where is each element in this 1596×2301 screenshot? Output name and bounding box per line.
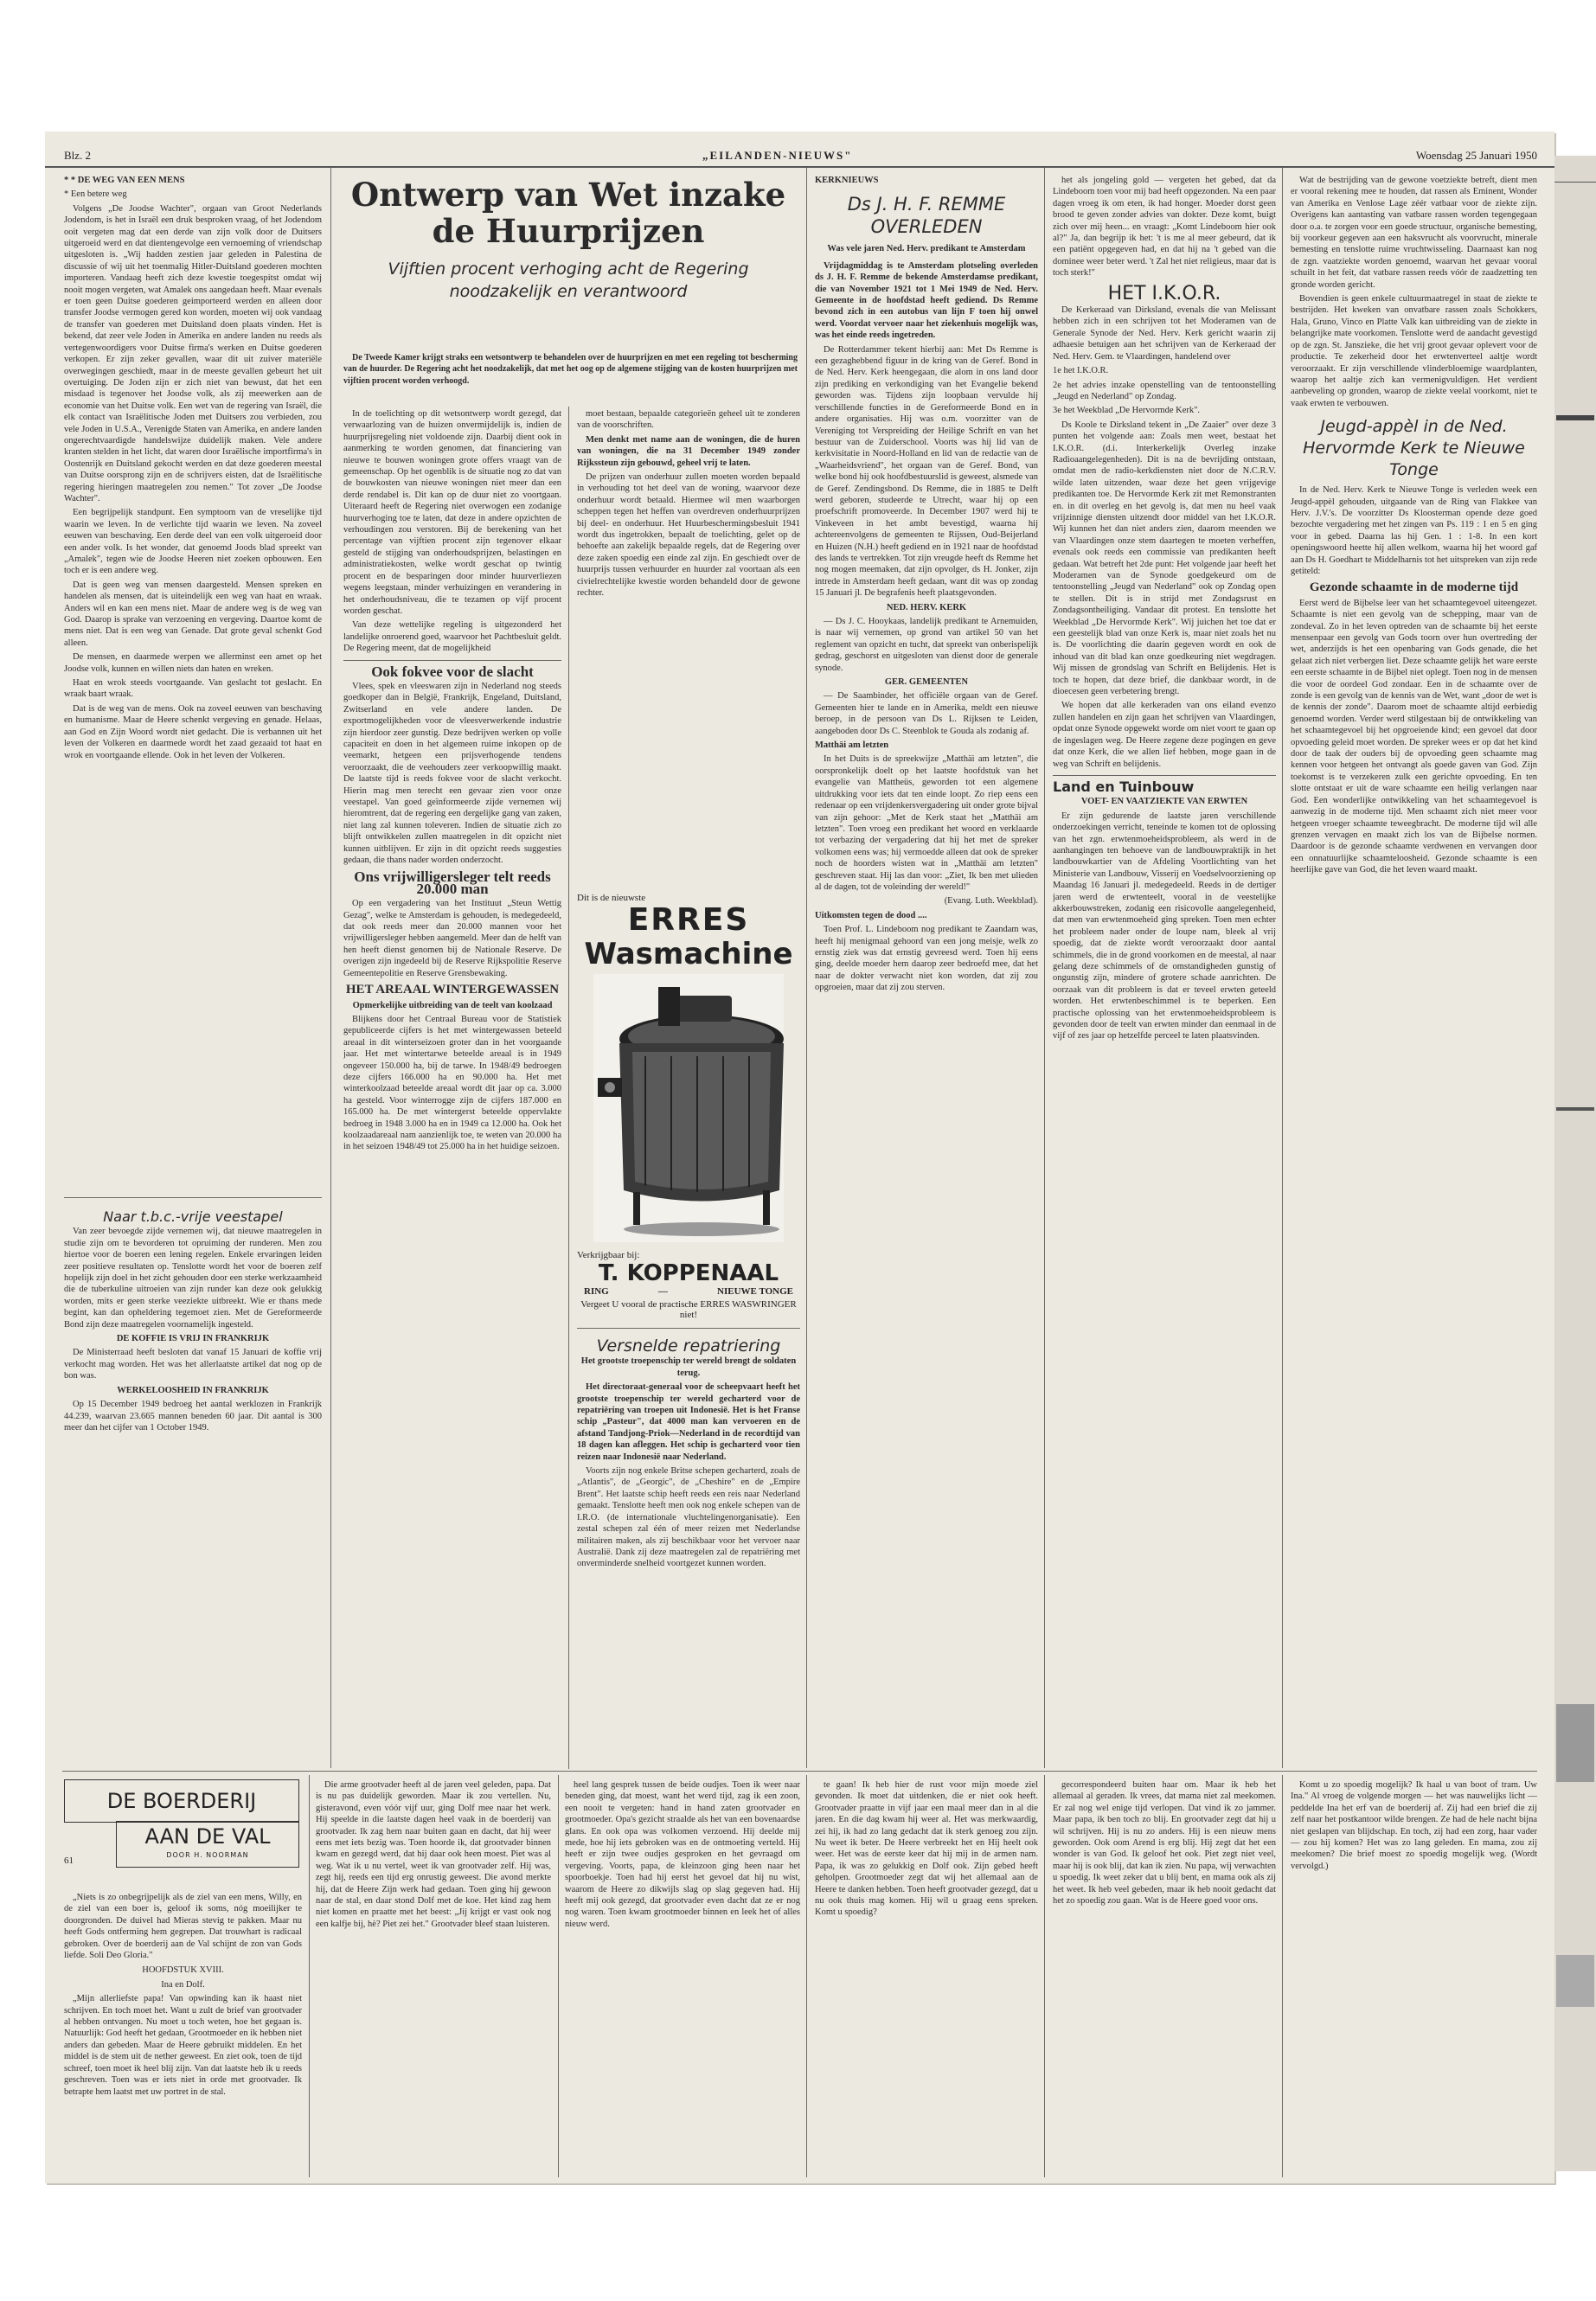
article-paragraph: Ds Koole te Dirksland tekent in „De Zaaier" over deze 3 punten het volgende aan: Zoals men weet, bestaat het I.K.O.R. (d.i. Interkerkelijk Overleg inzake Radioaangelegenheden). Dit is na de bevrijding ontstaan, omdat men de radio-kerkdiensten niet door de N.C.R.V. wilde laten uitzenden, waar deze het geen vrijgevige predikanten toe. De Hervormde Kerk zit met Remonstranten en. in dit overleg en het gevolg is, dat men nu heel vaak vrijzinnige diensten uitzendt door middel van het I.K.O.R. Wij kunnen het dan niet anders zien, daarom meenden we van Vlaardingen onze stem daartegen te moeten verheffen, evenals ook reeds een commissie van predikanten heeft gedaan. Wat betreft het 2de punt: Het volgende jaar heeft het Moderamen van de Synode goedgekeurd om de tentoonstelling „Jeugd van Nederland" ook op Zondag open te stellen. Dit is in strijd met Zondagsrust en Zondagsontheiliging. Vandaar dit protest. En tenslotte het Weekblad „De Hervormde Kerk". Wij juichen het toe dat er een geestelijk blad van onze Kerk is, maar niet zoals het nu is. De voorlichting die daarin gegeven wordt en ook de inhoud van dit blad kan onze goedkeuring niet wegdragen. Wij missen de grondslag van Schrift en Belijdenis. Het is toch te hopen, dat deze brief, die dankbaar wordt, in de dioecesen geen verbetering brengt. (1053, 420, 1276, 697)
article-heading: * * DE WEG VAN EEN MENS (64, 176, 185, 185)
feuilleton-title: DE BOERDERIJ (64, 1779, 299, 1823)
list-item: 2e het advies inzake openstelling van de tentoonstelling „Jeugd en Nederland" op Zondag. (1053, 380, 1276, 401)
column-weg-van-een-mens (64, 175, 322, 1239)
ad-sold-by: Verkrijgbaar bij: (577, 1250, 640, 1260)
article-paragraph: te gaan! Ik heb hier de rust voor mijn moede ziel gevonden. Ik moet dat uitdenken, die er niet ook heeft. Grootvader praatte in vijf jaar een maal meer dan in al die jaren. En die dag kwam hij weer al. Het was merkwaardig, zei hij, ik had zo lang gedacht dat ik sterk genoeg zou zijn. Nu weet ik beter. De Heere verbreekt het en Hij heelt ook weer. Het was de eerste keer dat hij mij in de armen nam. Papa, ik was zo gelukkig en Dolf ook. Zijn gebed heeft geholpen. Grootmoeder zegt dat wij het allemaal aan de Heere te danken hebben. Toen heeft grootvader gezegd, dat u nu ook thuis mag komen. Hij wil u graag eens spreken. Komt u spoedig? (815, 1780, 1038, 1918)
feuilleton-title-box (64, 1779, 302, 1888)
article-paragraph: De mensen, en daarmede werpen we allerminst een amet op het Joodse volk, kunnen en willen niets dan haten en wreken. (64, 652, 322, 674)
chapter-heading: HOOFDSTUK XVIII. (142, 1965, 224, 1976)
washing-machine-illustration (585, 974, 792, 1242)
ad-brand: ERRES (627, 902, 750, 938)
chapter-subheading: Ina en Dolf. (161, 1979, 205, 1990)
article-paragraph: Een begrijpelijk standpunt. Een symptoom van de vreselijke tijd waarin we leven. In de verlichte tijd waarin we leven. Na zoveel eeuwen van beschaving. Een derde deel van een volk uitgeroeid door een ander volk. Is het wonder, dat genoemd Joods blad spreekt van „Amalek", tegen wie de Joodse Heeren niet zoeken opbouwen. Een toch er is een andere weg. (64, 508, 322, 576)
lead-paragraph: De Tweede Kamer krijgt straks een wetsontwerp te behandelen over de huurprijzen en met een regeling tot bescherming van de huurder. De Regering acht het noodzakelijk, dat met het oog op de algemene stijging van de kosten huurprijzen met vijftien procent worden verhoogd. (343, 353, 798, 386)
article-paragraph: moet bestaan, bepaalde categorieën geheel uit te zonderen van de voorschriften. (577, 409, 800, 431)
article-paragraph: In de toelichting op dit wetsontwerp wordt gezegd, dat verwaarlozing van de huizen onvermijdelijk is, indien de huurprijsregeling niet voldoende zijn. Daarbij dient ook in aanmerking te worden genomen, dat financiering van nieuwe te bouwen woningen grote offers vraagt van de gemeenschap. Op het ogenblik is de situatie nog zo dat van de bouwkosten van nieuwe woningen niet meer dan een derde rendabel is. Dit kan op de duur niet zo voortgaan. Uiteraard heeft de Regering niet overwogen een zodanige huurverhoging toe te laten, dat deze in andere opzichten de verhoudingen zou verstoren. Bij de berekening van het percentage van vijftien procent zijn tegenover elkaar gesteld de stijging van onderhoudsprijzen, belastingen en administratiekosten, welke wordt geschat op twintig procent en de besparingen door minder huurverliezen wegens leegstaan, minder verhuizingen en verandering in het onderhoudsniveau, die te tezamen op vijf procent worden geschat. (343, 409, 561, 616)
article-paragraph: Op een vergadering van het Instituut „Steun Wettig Gezag", welke te Amsterdam is gehouden, is medegedeeld, dat ook reeds meer dan 20.000 mannen voor het vrijwilligersleger hebben aangemeld. Meer dan de helft van hen heeft dienst genomen bij de Nationale Reserve. De overigen zijn ingedeeld bij de Reserve Rijkspolitie Reserve Gemeentepolitie en Reserve Grensbewaking. (343, 899, 561, 978)
article-heading: DE KOFFIE IS VRIJ IN FRANKRIJK (116, 1334, 270, 1344)
column-ikor-landbouw (1053, 175, 1276, 1766)
feuilleton-col-6 (1291, 1779, 1537, 2177)
subheadline-line-2: noodzakelijk en verantwoord (449, 282, 688, 301)
article-source: (Evang. Luth. Weekblad). (944, 896, 1038, 907)
article-paragraph: Komt u zo spoedig mogelijk? Ik haal u van boot of tram. Uw Ina." Al vroeg de volgende morgen — het was nauwelijks licht — peddelde Ina het erf van de boerderij af. Zij had een brief die zij zelf naar het postkantoor wilde brengen. Ze had de hele nacht bijna niet geslapen van blijdschap. En toch, zij had een zorg, haar vader — zou hij komen? Het was zo lang geleden. En mama, zou zij meekomen? Die brief moest zo spoedig mogelijk weg. (Wordt vervolgd.) (1291, 1780, 1537, 1871)
lead-paragraph: Vrijdagmiddag is te Amsterdam plotseling overleden ds J. H. F. Remme de bekende Amsterdamse predikant, die van November 1921 tot 1 Mei 1949 de Ned. Herv. Gemeente in de hoofdstad heeft gediend. Ds Remme bevond zich in een autobus van lijn F toen hij onwel werd. Voordat vervoer naar het ziekenhuis mogelijk was, was het einde reeds ingetreden. (815, 260, 1038, 341)
article-paragraph: De Ministerraad heeft besloten dat vanaf 15 Januari de koffie vrij verkocht mag worden. Het was het allerlaatste artikel dat nog op de bon was. (64, 1348, 322, 1381)
article-paragraph: Voorts zijn nog enkele Britse schepen gecharterd, zoals de „Atlantis", de „Georgic", de „Cheshire" en de „Empire Brent". Het laatste schip heeft reeds een reis naar Nederland gemaakt. Tenslotte heeft men ook nog enkele schepen van de I.R.O. (de internationale vluchtelingenorganisatie). Een zestal schepen zal één of meer reizen met Nederlandse militairen maken, als zij beschikbaar voor het vervoer naar Australië. Dank zij deze maatregelen zal de repatriëring met onverminderde snelheid voortgezet kunnen worden. (577, 1466, 800, 1569)
article-paragraph: Blijkens door het Centraal Bureau voor de Statistiek gepubliceerde cijfers is het met wintergewassen beteeld areaal in dit winterseizoen groter dan in het voorgaande jaar. Het met wintertarwe beteelde areaal is in 1949 ongeveer 150.000 ha, bij de tarwe. In 1948/49 bedroegen deze cijfers 166.000 ha en 90.000 ha. Het met winterkoolzaad beteelde areaal wordt dit jaar op ca. 3.000 ha gesteld. Voor winterrogge zijn de cijfers 187.000 en 165.000 ha. De met wintergerst beteelde oppervlakte bedroeg in 1948 3.000 ha en in 1949 ca 12.000 ha. Ook het koolzaadareaal nam aanzienlijk toe, te weten van 20.000 ha in het seizoen 1948/49 tot 25.000 ha in het huidige seizoen. (343, 1014, 561, 1152)
section-heading: KERKNIEUWS (815, 176, 879, 185)
masthead (45, 131, 1554, 168)
article-paragraph: Wat de bestrijding van de gewone voetziekte betreft, dient men er vooral rekening mee te houden, dat rassen als Eminent, Wonder van Amerika en Venlose Lage zéér vatbaar voor de ziekte zijn. Overigens kan aantasting van vatbare rassen worden tegengegaan door o.a. te zorgen voor een goede structuur, organische bemesting, bij voorkeur gegeven aan een haksvrucht als voorvrucht, minerale bemesting en tenslotte ruime vruchtwisseling. Daarnaast kan nog de zgn. vaatziekte worden genoemd, waarvan het gevaar vooral schuilt in het feit, dat vatbare rassen reeds vóór de zaadzetting ten gronde worden gericht. (1291, 176, 1537, 290)
article-paragraph: De Rotterdammer tekent hierbij aan: Met Ds Remme is een gezaghebbend figuur in de kring van de Geref. Bond in de Ned. Herv. Kerk heengegaan, die alom in ons land door zijn prediking en verkondiging van het Evangelie bekend geworden was. Tijdens zijn loopbaan vervulde hij verschillende functies in de Gereformeerde Bond en in andere organisaties. Hij was o.m. voorzitter van de Vereniging tot Verspreiding der Heilige Schrift en van het bestuur van de Zuiderschool. Voorts was hij lid van de kerkvisitatie in Noord-Holland en lid van de redactie van de „Waarheidsvriend", het orgaan van de Geref. Bond, van welke bond hij ook hoofdbestuurslid is geweest, alsmede van de Geref. Zendingsbond. Ds Remme, die in 1885 te Delft werd geboren, studeerde te Utrecht, waar hij op een proefschrift promoveerde. In December 1907 werd hij te Vinkeveen in het ambt bevestigd, waarna hij achtereenvolgens de gemeenten te Rijssen, Oud-Beijerland en Huizen (N.H.) heeft gediend en in 1921 naar de hoofdstad des lands te vertrekken. Tot zijn vreugde heeft ds Remme het nog mogen meemaken, dat zijn opvolger, ds H. Jonker, zijn intrede in Amsterdam heeft gedaan, want dit was op zondag 15 Januari jl. De begrafenis heeft plaatsgevonden. (815, 344, 1038, 599)
feuilleton-col-3 (565, 1779, 800, 2177)
article-paragraph: „Niets is zo onbegrijpelijk als de ziel van een mens, Willy, en de ziel van een boer is, geloof ik soms, nóg moeilijker te doorgronden. De duivel had Mieras stevig te pakken. Maar nu heeft Gods ontferming hem gegrepen. Dat trouwhart is radicaal gebroken. Over de boerderij aan de Val schijnt de zon van Gods liefde. Soli Deo Gloria." (64, 1893, 302, 1961)
feuilleton-col-1 (64, 1892, 302, 2177)
article-paragraph: Die arme grootvader heeft al de jaren veel geleden, papa. Dat is nu pas duidelijk geworden. Maar ik zou vertellen. Nu, gisteravond, even vóór vijf uur, ging Dolf mee naar het werk. Hij speelde in die laatste dagen heel vaak in de boerderij van grootvader. Ik zag hem naar buiten gaan en dacht, dat hij weer eens met iets bezig was. Toen hoorde ik, dat grootvader binnen kwam en gezegd werd, dat hij daar ook heen moest. Piet was al weg. Wat ik u nu vertel, weet ik van grootvader zelf. Hij was, zegt hij, reeds een tijd erg onrustig geweest. Die avond merkte hij, dat de Heere Zijn werk had gedaan. Toen ging hij gewoon naar de stal, en daar stond Dolf met de koe. Het kind zag hem niet komen en praatte met het beest: „Jij krijgt er vast ook nog een kalfje bij, hè? Piet zei het." Grootvader bleef staan luisteren. (316, 1780, 551, 1929)
article-subheading: Opmerkelijke uitbreiding van de teelt van koolzaad (352, 1000, 553, 1010)
section-heading: Land en Tuinbouw (1053, 778, 1195, 795)
ad-address-dash: — (657, 1286, 668, 1297)
section-subheading: GER. GEMEENTEN (884, 677, 969, 688)
article-paragraph: Dat is geen weg van mensen daargesteld. Mensen spreken en handelen als mensen, dat is uiteindelijk een weg van haat en wraak. Anders wil en kan een mens niet. Maar de andere weg is de weg van God. Daarop is sprake van verzoening en vergeving. Daartoe komt de mens niet. Dat is een weg van Genade. Dat grote geval schenkt God alleen. (64, 580, 322, 648)
article-heading: Gezonde schaamte in de moderne tijd (1309, 580, 1519, 595)
article-heading: Jeugd-appèl in de Ned. Hervormde Kerk te Nieuwe Tonge (1303, 417, 1525, 480)
article-subheading: Het grootste troepenschip ter wereld brengt de soldaten terug. (580, 1356, 797, 1378)
list-item: 3e het Weekblad „De Hervormde Kerk". (1053, 406, 1201, 416)
ad-shop: T. KOPPENAAL (598, 1260, 779, 1286)
huurprijzen-headline (339, 176, 798, 341)
article-heading: Ons vrijwilligersleger telt reeds 20.000 man (354, 868, 551, 897)
feuilleton-col-5 (1053, 1779, 1276, 2177)
column-jeugd-appel (1291, 175, 1537, 1766)
adjacent-page-edge (1554, 156, 1596, 2171)
article-paragraph: Eerst werd de Bijbelse leer van het schaamtegevoel uiteengezet. Schaamte is niet een gevolg van de schepping, maar van de zondeval. Zo in het leven optreden van de schaamte bij het eerste mensenpaar een gevolg van Gods toorn over hun overtreding der wet, anderzijds is het een openbaring van Gods genade, die het gelaat zich niet verbergen liet. Deze schaamte gelijk het ware eerste een eerste schaamte in de Bijbel niet oplegt. Toen nog in de mensen die voor de oordeel God zondaar. Een in de schaamte over de zonde is een gevolg van de kennis van de Wet, want „door de wet is de kennis der zonde". Daarom moet de schaamte altijd eerbiedig genoemd worden. Verder werd stilgestaan bij de ontwikkeling van het schaamtegevoel bij het opgroeiende kind; een gevoel dat door opvoeding geleid moet worden. De spreker wees er op dat het kind door de taak der ouders bij de opvoeding geen schaamte mag kennen voor hetgeen het ontvangt als goede gaven van God. Zijn toekomst is te verzekeren zulk een gerichte opvoeding. En ten slotte ontstaat er uit de ware schaamte een heilig verlangen naar God. Een wonderlijke ontwikkeling van het schaamtegevoel is aanwezig in de moderne tijd. Men schaamt zich niet meer voor hetgeen vroeger schaamte teweegbracht. De moderne tijd wil alle grenzen vervagen en maakt zich los van de Bijbelse normen. Daardoor is de gezonde schaamte verdwenen en vervangen door een onnatuurlijke schaamteloosheid. Gezonde schaamte is een heerlijke gave van God, die het leven waard maakt. (1291, 598, 1537, 875)
article-paragraph: Vlees, spek en vleeswaren zijn in Nederland nog steeds goedkoper dan in België, Frankrijk, Engeland, Duitsland, Zwitserland en vele andere landen. De exportmogelijkheden voor de vleesverwerkende industrie zijn hierdoor zeer gunstig. Deze bedrijven werken op volle capaciteit en doen in het algemeen ruime inkopen op de veemarkt, hetgeen een prijsverhogende tendens veroorzaakt, die de veehouders zeer verkoopwillig maakt. De laatste tijd is reeds fokvee voor de slacht verkocht. Hierin mag men terecht een gevaar zien voor onze veestapel. Van goed geïnformeerde zijde vernemen wij hieromtrent, dat de regering een dergelijke gang van zaken, niet lang zal kunnen toleveren. Indien de situatie zich zo blijft ontwikkelen zullen maatregelen in dit opzicht niet kunnen uitblijven. Er zijn in dit opzicht reeds suggesties gedaan, die thans nader worden onderzocht. (343, 681, 561, 866)
feuilleton-author: DOOR H. NOORMAN (166, 1851, 249, 1859)
section-subheading: NED. HERV. KERK (886, 602, 967, 612)
newspaper-name: „EILANDEN-NIEUWS" (702, 149, 853, 162)
article-paragraph: — Ds J. C. Hooykaas, landelijk predikant te Arnemuiden, is naar wij vernemen, op grond van artikel 50 van het reglement van opzicht en tucht, dat spreekt van onberispelijk gedrag, geschorst en uitgesloten van dienst door de generale synode. (815, 617, 1038, 673)
article-paragraph: Toen Prof. L. Lindeboom nog predikant te Zaandam was, heeft hij menigmaal gehoord van een jong meisje, welk zo ernstig ziek was dat ernstig gevreesd werd. Toen hij eens ging, deelde moeder hem daarop zeer bedroefd mee, dat het naar de dokter verwacht niet kon worden, dat zij zou opgroeien, maar dat zij zou sterven. (815, 925, 1038, 993)
article-paragraph: We hopen dat alle kerkeraden van ons eiland evenzo zullen handelen en zijn gaan het schrijven van Vlaardingen, opdat onze Synode opgewekt worde om niet voort te gaan op de ingeslagen weg. De Heere zegene deze pogingen en geve dat onze Kerk, die we allen lief hebben, moge gaan in de weg van Schrift en belijdenis. (1053, 701, 1276, 769)
column-huurprijzen (343, 408, 561, 1766)
article-paragraph: Haat en wrok steeds voortgaande. Van geslacht tot geslacht. En wraak baart wraak. (64, 678, 322, 700)
article-paragraph: Bovendien is geen enkele cultuurmaatregel in staat de ziekte te bestrijden. Het kweken van onvatbare rassen zoals Schokkers, Hala, Gruno, Vinco en Platte Valk kan uitbreiding van de ziekte in belangrijke mate voorkomen. Tenslotte werd de aandacht gevestigd op de zgn. St. Janszieke, die het vrij groot gevaar oplevert voor de productie. Te zekerheid door het erwtenverteel aaltje wordt veroorzaakt. Er zijn verschillende vlinderbloemige waardplanten, waarop het aaltje zich kan vermenigvuldigen. Het verdient aanbeveling op gronden, waarop de ziekte veelal voorkomt, niet te vaak erwten te verbouwen. (1291, 294, 1537, 408)
feuilleton-col-2 (316, 1779, 551, 2177)
feuilleton-subtitle: AAN DE VAL (144, 1824, 271, 1849)
article-paragraph: Van zeer bevoegde zijde vernemen wij, dat nieuwe maatregelen in studie zijn om te bevorderen tot opruiming der runderen. Men zou hiertoe voor de boeren een lening regelen. Enkele ervaringen leiden zeer positieve resultaten op. Tenslotte wordt het voor de boeren zelf hopelijk zijn doel in het zicht gehouden door een sterke werkzaamheid die de tuberkuline uitroeien van zijn runder kan deze ook gelukkig worden, mits er geen sterke veeziekte uitbreekt. Wie er thans mede begint, kan dan opheldering tegemoet zien. Met de Gereformeerde Bond zijn deze maatregelen voornamelijk ingesteld. (64, 1227, 322, 1330)
headline-line-2: de Huurprijzen (432, 212, 705, 250)
article-subheading: VOET- EN VAATZIEKTE VAN ERWTEN (1080, 797, 1248, 807)
feuilleton-subtitle-box (116, 1821, 299, 1868)
headline-line-1: Ontwerp van Wet inzake (350, 176, 786, 214)
article-heading: HET AREAAL WINTERGEWASSEN (345, 983, 560, 997)
article-paragraph: Dat is de weg van de mens. Ook na zoveel eeuwen van beschaving en humanisme. Maar de Heere schenkt vergeving en genade. Helaas, aan God en Zijn Woord wordt niet gedacht. Die is verbannen uit het leven der Volkeren en daarmede wordt het zaad gezaaid tot haat en wrok en voortgaande ellende. Ook in het leven der Volkeren. (64, 703, 322, 760)
column-kerknieuws (815, 175, 1038, 1766)
ad-address-street: RING (584, 1286, 609, 1297)
article-paragraph: gecorrespondeerd buiten haar om. Maar ik heb het allemaal al geraden. Ik vrees, dat mama niet zal meekomen. Er zal nog wel enige tijd verlopen. Dat vind ik zo jammer. Maar papa, ik ben toch zo blij. En grootvader zegt dat hij u wil schrijven. Hij is nu zo anders. Hij is een nieuw mens geworden. Ook oom Arend is erg blij. Hij zegt dat het een wonder is van God. Ik geloof het ook. Piet zegt niet veel, maar hij is ook blij, dat kan ik zien. Nu papa, wij verwachten u spoedig. Ik weet zeker dat u blij bent, en mama ook als zij het weet. Ik heb veel gebeden, maar ik heb nooit gedacht dat het zo spoedig zou gaan. Wat is de Heere goed voor ons. (1053, 1780, 1276, 1907)
ad-intro: Dit is de nieuwste (577, 893, 646, 903)
article-heading: HET I.K.O.R. (1107, 282, 1221, 304)
article-paragraph: Men denkt met name aan de woningen, die de huren van woningen, die na 31 December 1949 zonder Rijkssteun zijn gebouwd, geheel vrij te laten. (577, 434, 800, 468)
obituary-title-1: Ds J. H. F. REMME (847, 194, 1006, 215)
huurprijzen-lead (343, 352, 798, 404)
article-paragraph: het als jongeling gold — vergeten het gebed, dat da Lindeboom toen voor mij bad heeft opgezonden. Na een paar dagen vroeg ik om eten, ik had honger. Moeder dorst geen brood te geven zonder advies van dokter. Deze komt, buigt zich over mij heen... en vraagt: „Komt Lindeboom hier ook al?" Ja, dan begrijp ik het: 't is me al meer gebeurd, dat ik een patiënt opgegeven had, en dat hij na 't gebed van die dominee weer beter werd. 't Zal het niet religieus, maar dat is toch sterk!" (1053, 176, 1276, 279)
column-repatriering (577, 1334, 800, 1766)
article-paragraph: Op 15 December 1949 bedroeg het aantal werklozen in Frankrijk 44.239, waarvan 23.665 mannen beneden 60 jaar. Dit aantal is 300 meer dan het cijfer van 1 October 1949. (64, 1400, 322, 1433)
article-paragraph: In het Duits is de spreekwijze „Matthäi am letzten", die oorspronkelijk doelt op het laatste hoofdstuk van het evangelie van Mattheüs, geworden tot een algemene uitdrukking voor iets dat ten einde loopt. Zo riep eens een redenaar op een vrijdenkersvergadering uit onder grote bijval van zijn gehoor: „Met de Kerk staat het „Matthäi am letzten". Toen vroeg een predikant het woord en verklaarde tot verbazing der vergadering dat hij het met de spreker volkomen eens was; hij vermoedde alleen dat ook de spreker noch de hoorders wisten wat in „Matthäi am letzten" geschreven staat. Hij las dan voor: „Ziet, Ik ben met ulieden al de dagen, tot de voleinding der wereld!" (815, 754, 1038, 892)
article-paragraph: De Kerkeraad van Dirksland, evenals die van Melissant hebben zich in een schrijven tot het Moderamen van de Generale Synode der Ned. Herv. Kerk gericht waarin zij adhaesie betuigen aan het schrijven van de Kerkeraad der Ned. Herv. Gem. te Vlaardingen, handelend over (1053, 305, 1276, 362)
article-heading: Uitkomsten tegen de dood .... (815, 910, 927, 920)
article-heading: Matthäi am letzten (815, 740, 889, 751)
article-paragraph: Van deze wettelijke regeling is uitgezonderd het landelijke onroerend goed, waarvoor het Pachtbesluit geldt. De Regering meent, dat de mogelijkheid (343, 620, 561, 654)
article-paragraph: — De Saambinder, het officiële orgaan van de Geref. Gemeenten hier te lande en in Amerika, meldt een nieuwe beroep, in de persoon van Ds L. Rijksen te Leiden, aangeboden door Ds C. Steenblok te Gouda als zodanig af. (815, 691, 1038, 736)
episode-number: 61 (64, 1856, 74, 1866)
article-heading: Versnelde repatriering (596, 1336, 781, 1356)
article-heading: WERKELOOSHEID IN FRANKRIJK (117, 1385, 269, 1395)
article-paragraph: „Mijn allerliefste papa! Van opwinding kan ik haast niet schrijven. En toch moet het. Want u zult de brief van grootvader al hebben ontvangen. Nu moet u toch weten, hoe het gegaan is. Natuurlijk: God heeft het gedaan, Grootmoeder en ik hebben niet anders dan gebeden. Maar de Heere gebruikt middelen. En het middel is de stem uit de nether geweest. En ziet ook, toen de tijd schreef, toen moet ik heel blij zijn. Van dat laatste heb ik u reeds geschreven. Toen was er iets niet in orde met grootvader. Ik betrapte hem laatst met uw portret in de stal. (64, 1994, 302, 2097)
erres-advertisement (577, 893, 800, 1325)
article-subheading: Was vele jaren Ned. Herv. predikant te Amsterdam (827, 244, 1026, 254)
article-heading: Ook fokvee voor de slacht (371, 663, 534, 680)
list-item: 1e het I.K.O.R. (1053, 366, 1109, 376)
article-paragraph: In de Ned. Herv. Kerk te Nieuwe Tonge is verleden week een Jeugd-appèl gehouden, uitgaande van de Ring van Flakkee van Herv. J.V.'s. De voorzitter Ds Kloosterman opende deze goed bezochte vergadering met het zingen van Ps. 119 : 1 en 5 en ging voor in gebed. Daarna las hij Gen. 1 : 1-8. In een kort openingswoord heette hij allen welkom, waarna hij het woord gaf aan Ds H. Goedhart te Middelharnis tot het uitspreken van zijn rede getiteld: (1291, 485, 1537, 576)
article-paragraph: De prijzen van onderhuur zullen moeten worden bepaald in verhouding tot het deel van de woning, waarvoor deze onderhuur wordt betaald. Hiermee wil men waarborgen scheppen tegen het heffen van overdreven onderhuurprijzen bij deel- en onderhuur. Het Huurbeschermingsbesluit 1941 wordt dus ingetrokken, bepaalt de toelichting, gelet op de behoefte aan zakelijk bepaalde regels, dat de Regering over deze zaken spoedig een einde zal zijn. En geschiedt over de huurprijs tussen verhuurder en huurder zal voortaan als een civielrechtelijke kwestie worden behandeld door de gewone rechter. (577, 472, 800, 599)
ad-address-town: NIEUWE TONGE (717, 1286, 793, 1297)
ad-product: Wasmachine (584, 937, 793, 971)
article-paragraph: Volgens „De Joodse Wachter", orgaan van Groot Nederlands Jodendom, is het in Israël een druk besproken vraag, of het Jodendom ooit vergeten mag dat een derde van zijn volk door de Duitsers uitgeroeid werd en dat dientengevolge een vernoeming of vriendschap uitgesloten is. „Wij hadden zestien jaar geleden in Palestina de discussie of wij uit het toenmalig Hitler-Duitsland goederen mochten importeren. Vandaag heeft zich deze kwestie toegespitst omdat wij nooit mogen vergeten, wat Amalek ons aangedaan heeft. Maar evenals er toen geen Duitse goederen geimporteerd werden en alleen door transfer Joodse vermogen gered kon worden, moeten wij ook vandaag de transfer van goederen met Duitsland doen plaats vinden. Het is bekend, dat zeer vele Joden in Amerika en andere landen nu reeds als vertegenwoordigers voor Duitse firma's werken en Duitse goederen verkopen. Er zijn zeker gevallen, waar dit uit zuiver materiële overwegingen geschiedt, maar in de meeste gevallen gebeurt het uit overtuiging. De Joden zijn er zich niet van bewust, dat het een misdaad is tegenover het Joodse volk, als zij meewerken aan de economie van het Duitse volk. Een wet van de regering van Israël, die elk contact van Israëlitische Joden met Duitsers zou verbieden, zou vele Joden in U.S.A., Verenigde Staten van Amerika, en andere landen ongerechtvaardigde handelswijze duidelijk maken. Vele andere kranten stelden in het licht, dat waren door Israëlische importfirma's in Oostenrijk en Duitsland gekocht werden en dat deze goederen meestal van Duitse oorsprong zijn en de schrijvers eisten, dat de Israëlitische regering hieringen maatregelen zou nemen." Tot zover „De Joodse Wachter". (64, 203, 322, 503)
article-paragraph: Er zijn gedurende de laatste jaren verschillende onderzoekingen verricht, teneinde te komen tot de oplossing van het zgn. erwtenmoeheidsprobleem, als werd in de aanhangingen ten behoeve van de landbouwpraktijk in het landbouwkartier van de Afdeling Voortlichting van het Ministerie van Landbouw, Visserij en Voedselvoorziening op Maandag 16 Januari jl. medegedeeld. Reeds in de dertiger jaren werd de erwtenteelt, vooral in de veestelijke akkerbouwstreken, zodanig een risicovolle aangelegenheid, dat men van erwtenmoeheid ging spreken. Toen men echter het probleem nader onder de loupe nam, bleek al vrij spoedig, dat de ziekte wordt veroorzaakt door aantal schimmels, die in de grond voorkomen en de meestal, al naar gelang deze schimmels of de omstandigheden gunstig of ongunstig zijn, mindere of grotere schade aanrichten. De oorzaak van dit probleem is dat er teveel erwten geteeld worden. Het erwtenbeschimmel is te beperken. Een practische oplossing van het erwtenmoeheidsprobleem is gevonden door de teelt van erwten minder dan eenmaal in de vijf of zes jaar op hetzelfde perceel te laten plaatsvinden. (1053, 811, 1276, 1042)
subheadline-line-1: Vijftien procent verhoging acht de Regering (388, 260, 749, 279)
ad-tagline: Vergeet U vooral de practische ERRES WASWRINGER niet! (580, 1299, 797, 1320)
article-heading: Naar t.b.c.-vrije veestapel (103, 1208, 283, 1225)
article-subheading: * Een betere weg (64, 189, 127, 200)
obituary-title-2: OVERLEDEN (870, 216, 983, 238)
column-tbc-vrije-veestapel (64, 1204, 322, 1766)
lead-paragraph: Het directoraat-generaal voor de scheepvaart heeft het grootste troepenschip ter wereld gecharterd voor de repatriëring van troepen uit Indonesië. Het is het Franse schip „Pasteur", dat 4000 man kan vervoeren en de afstand Tandjong-Priok—Nederland in de recordtijd van 18 dagen kan afleggen. Het schip is gecharterd voor tien reizen naar Indonesië naar Nederland. (577, 1382, 800, 1462)
article-paragraph: heel lang gesprek tussen de beide oudjes. Toen ik weer naar beneden ging, dat moest, want het werd tijd, zag ik een zoon, een nooit te vergeten: hand in hand zaten grootvader en grootmoeder. Opa's gezicht straalde als het van een bovenaardse glans. En ook opa was volkomen verzoend. Hij deelde mij mede, hoe hij iets gebroken was en de ontmoeting verteld. Hij heeft er zijn twee oudjes gesproken en het gevraagd om vergeving. Voorts, papa, de kleinzoon ging heen naar het spoorboekje. Toen had hij eerst het gevoel dat hij nu wist, waarom de Heere zo dikwijls slag op slag gegeven had. Hij heeft mij ook gezegd, dat grootvader even dacht dat ze er nog nog waren. Toen kwam grootmoeder binnen en leek het of alles nieuw werd. (565, 1780, 800, 1929)
feuilleton-col-4 (815, 1779, 1038, 2177)
issue-date: Woensdag 25 Januari 1950 (1415, 149, 1537, 162)
ad-address (577, 1286, 800, 1297)
newspaper-page (45, 131, 1554, 2183)
column-huurprijzen-cont (577, 408, 800, 901)
page-number: Blz. 2 (64, 149, 92, 162)
